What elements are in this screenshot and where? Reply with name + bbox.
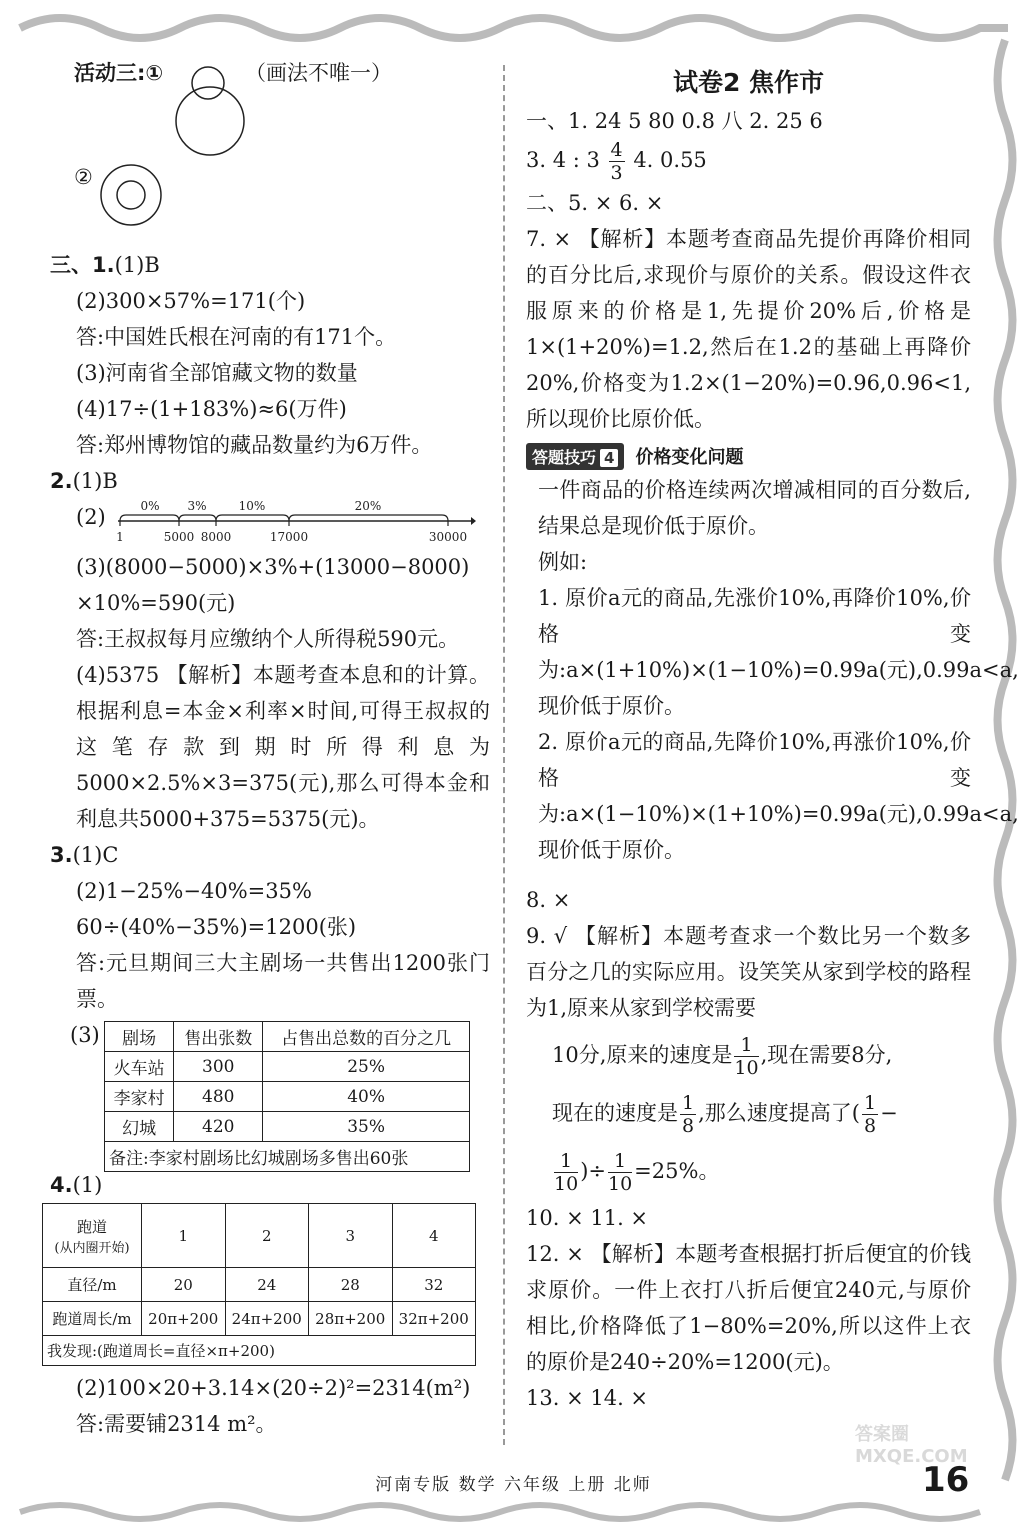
tip-p4: 2. 原价a元的商品,先降价10%,再涨价10%,价格变为:a×(1−10%)×(1+10%)=0.99a(元),0.99a<a,现价低于原价。 [538, 730, 1019, 862]
q3-table-wrap [50, 1017, 490, 1167]
axis-pct-2: 10% [238, 499, 266, 513]
q2-head: 2.(1)B [50, 469, 118, 493]
q3-e: (3) [70, 1023, 100, 1047]
q2-c: (3)(8000−5000)×3%+(13000−8000) [76, 555, 470, 579]
circles-figure-2 [95, 155, 175, 235]
axis-tick-1: 5000 [163, 530, 195, 544]
page-number: 16 [922, 1460, 970, 1500]
t1-h1: 售出张数 [174, 1022, 263, 1052]
t2-h0a: 跑道 [76, 1217, 107, 1236]
activity-3 [50, 55, 490, 147]
theater-table [104, 1021, 470, 1172]
right-column [526, 55, 1019, 1416]
q2-d: ×10%=590(元) [76, 591, 236, 615]
tip-header [526, 443, 971, 470]
table-row: 李家村 480 40% [105, 1082, 470, 1112]
t1-h0: 剧场 [105, 1022, 174, 1052]
table-row: 幻城 420 35% [105, 1112, 470, 1142]
table-row: 跑道周长/m 20π+200 24π+200 28π+200 32π+200 [43, 1302, 476, 1336]
axis-tick-4: 30000 [428, 530, 468, 544]
q3-d: 答:元旦期间三大主剧场一共售出1200张门票。 [76, 951, 490, 1011]
s3-q1-c: 答:中国姓氏根在河南的有171个。 [76, 325, 397, 349]
t2-note: 我发现:(跑道周长=直径×π+200) [43, 1336, 476, 1366]
t2-col-2: 2 [225, 1204, 309, 1268]
t2-col-4: 4 [392, 1204, 476, 1268]
q2-axis [50, 499, 490, 549]
table-row: 直径/m 20 24 28 32 [43, 1268, 476, 1302]
q10: 10. × 11. × [526, 1206, 649, 1230]
axis-pct-0: 0% [140, 499, 160, 513]
q3-c: 60÷(40%−35%)=1200(张) [76, 915, 357, 939]
q4-c: 答:需要铺2314 m²。 [76, 1412, 277, 1436]
q3-b: (2)1−25%−40%=35% [76, 879, 312, 903]
axis-pct-1: 3% [187, 499, 207, 513]
t1-h2: 占售出总数的百分之几 [263, 1022, 470, 1052]
tax-number-line [116, 499, 476, 549]
activity-3-2-label: ② [74, 165, 93, 189]
s3-q1-e: (4)17÷(1+183%)≈6(万件) [76, 397, 347, 421]
s3-q1-d: (3)河南省全部馆藏文物的数量 [76, 361, 358, 385]
column-divider [503, 65, 505, 1445]
q9d: 现在的速度是 $\frac{1}{8}$ ,那么速度提高了( $\frac{1}{8}$ − [552, 1092, 898, 1137]
t2-col-3: 3 [309, 1204, 393, 1268]
axis-pct-3: 20% [354, 499, 382, 513]
q2-b-label: (2) [76, 505, 106, 529]
q3-head: 3.(1)C [50, 843, 119, 867]
t2-h0b: (从内圈开始) [54, 1240, 130, 1256]
footer: 河南专版 数学 六年级 上册 北师 [375, 1475, 652, 1495]
activity-3-part-2 [50, 147, 490, 247]
tip-p2: 例如: [538, 550, 588, 574]
s3-q1-head: 三、1.(1)B [50, 253, 160, 277]
q2-e: 答:王叔叔每月应缴纳个人所得税590元。 [76, 627, 460, 651]
q8: 8. × [526, 888, 571, 912]
axis-tick-0: 1 [116, 530, 124, 544]
track-table [42, 1203, 476, 1366]
tip-title: 价格变化问题 [635, 447, 744, 468]
q13: 13. × 14. × [526, 1386, 649, 1410]
q9b: 10分,原来的速度是 $\frac{1}{10}$ ,现在需要8分, [552, 1034, 893, 1079]
tip-badge: 答题技巧 4 [526, 443, 624, 470]
page-title: 试卷2 焦作市 [672, 68, 825, 97]
q12: 12. × 【解析】本题考查根据打折后便宜的价钱求原价。一件上衣打八折后便宜240元,与原价相比,价格降低了1−80%=20%,所以这件上衣的原价是240÷20%=1200(元)。 [526, 1242, 971, 1374]
activity-3-label: 活动三:① [74, 61, 164, 85]
table-row: 火车站 300 25% [105, 1052, 470, 1082]
watermark: 答案圈 MXQE.COM [855, 1424, 968, 1467]
tip-p3: 1. 原价a元的商品,先涨价10%,再降价10%,价格变为:a×(1+10%)×(1−10%)=0.99a(元),0.99a<a,现价低于原价。 [538, 586, 1019, 718]
q9a: 9. √ 【解析】本题考查求一个数比另一个数多百分之几的实际应用。设笑笑从家到学校的路程为1,原来从家到学校需要 [526, 924, 971, 1020]
axis-tick-3: 17000 [269, 530, 309, 544]
activity-3-note: （画法不唯一） [245, 61, 392, 85]
q7: 7. × 【解析】本题考查商品先提价再降价相同的百分比后,求现价与原价的关系。假设这件衣服原来的价格是1,先提价20%后,价格是1×(1+20%)=1.2,然后在1.2的基础上再降价20%,价格变为1.2×(1−20%)=0.96,0.96<1,所以现价比原价低。 [526, 227, 971, 431]
r-l3: 二、5. × 6. × [526, 191, 664, 215]
q4-b: (2)100×20+3.14×(20÷2)²=2314(m²) [76, 1376, 471, 1400]
q2-f: (4)5375 【解析】本题考查本息和的计算。根据利息=本金×利率×时间,可得王叔叔的这笔存款到期时所得利息为5000×2.5%×3=375(元),那么可得本金和利息共5000+375=5375(元)。 [76, 663, 490, 831]
left-column [47, 55, 490, 1442]
tip-p1: 一件商品的价格连续两次增减相同的百分数后,结果总是现价低于原价。 [538, 478, 971, 538]
r-l2: 3. 4 : 3 $\frac{4}{3}$ 4. 0.55 [526, 139, 707, 184]
t1-note: 备注:李家村剧场比幻城剧场多售出60张 [105, 1142, 470, 1172]
q9g: $\frac{1}{10}$ )÷ $\frac{1}{10}$ =25%。 [554, 1150, 720, 1195]
s3-q1-f: 答:郑州博物馆的藏品数量约为6万件。 [76, 433, 433, 457]
t2-col-1: 1 [142, 1204, 226, 1268]
r-l1: 一、1. 24 5 80 0.8 八 2. 25 6 [526, 109, 823, 133]
q4-head: 4.(1) [50, 1173, 103, 1197]
s3-q1-b: (2)300×57%=171(个) [76, 289, 306, 313]
axis-tick-2: 8000 [200, 530, 232, 544]
